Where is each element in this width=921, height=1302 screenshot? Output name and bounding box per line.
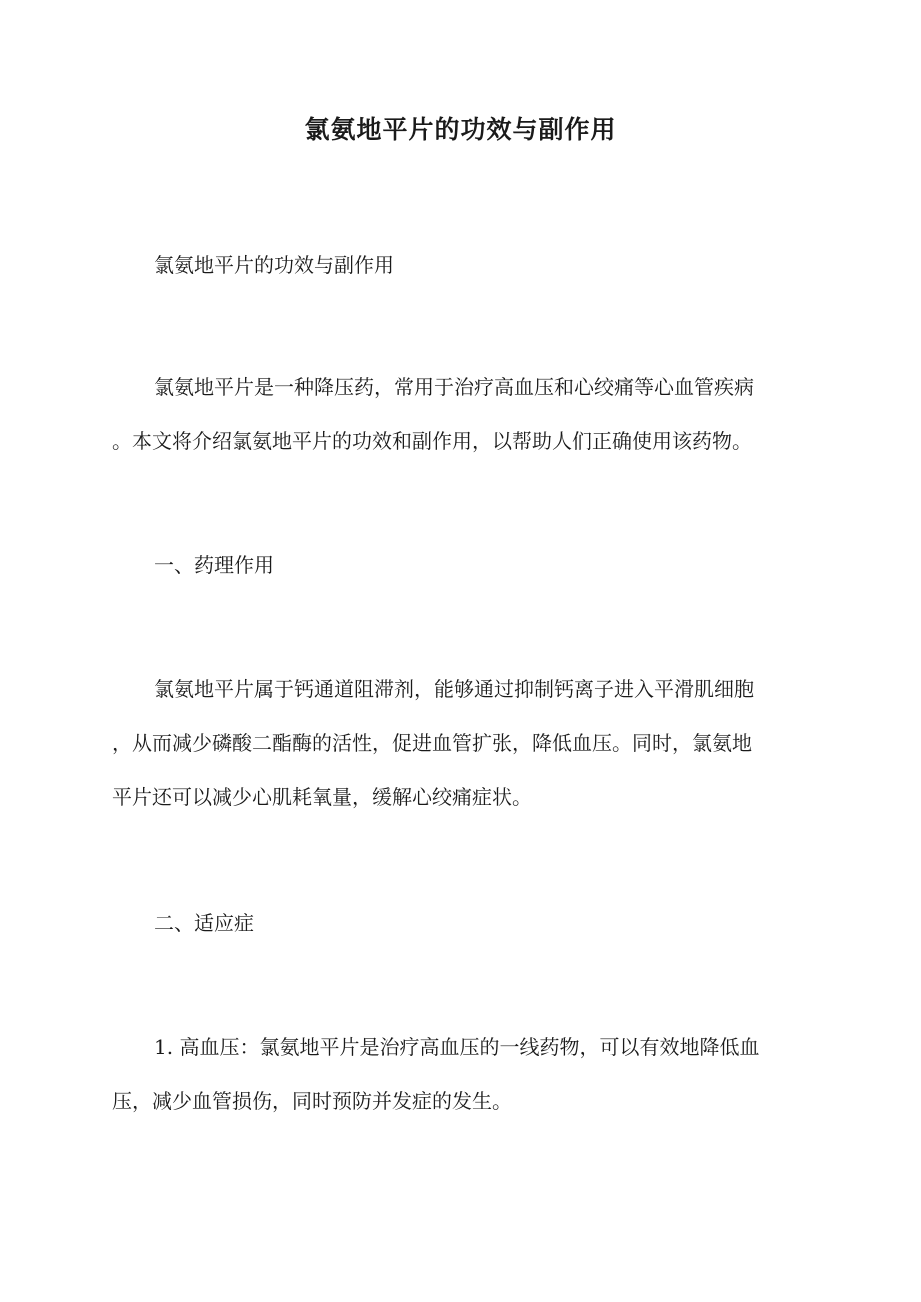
section-2-item-line: 压，减少血管损伤，同时预防并发症的发生。	[112, 1089, 512, 1113]
section-1-paragraph	[112, 662, 808, 824]
document-title: 氯氨地平片的功效与副作用	[304, 115, 617, 144]
subtitle-paragraph	[112, 238, 808, 292]
intro-paragraph	[112, 360, 808, 468]
section-1-heading: 一、药理作用	[154, 553, 274, 577]
intro-line: 氯氨地平片是一种降压药，常用于治疗高血压和心绞痛等心血管疾病	[154, 375, 754, 399]
section-2-item-line: 1. 高血压：氯氨地平片是治疗高血压的一线药物，可以有效地降低血	[154, 1035, 760, 1059]
subtitle-text: 氯氨地平片的功效与副作用	[154, 253, 394, 277]
section-1-line: 氯氨地平片属于钙通道阻滞剂，能够通过抑制钙离子进入平滑肌细胞	[154, 677, 754, 701]
section-2-item-1-paragraph	[112, 1020, 808, 1128]
intro-line: 。本文将介绍氯氨地平片的功效和副作用，以帮助人们正确使用该药物。	[112, 429, 752, 453]
section-1-line: 平片还可以减少心肌耗氧量，缓解心绞痛症状。	[112, 785, 532, 809]
section-2-heading-paragraph	[112, 896, 808, 950]
section-2-heading: 二、适应症	[154, 911, 254, 935]
section-1-heading-paragraph	[112, 538, 808, 592]
section-1-line: ，从而减少磷酸二酯酶的活性，促进血管扩张，降低血压。同时，氯氨地	[112, 731, 752, 755]
